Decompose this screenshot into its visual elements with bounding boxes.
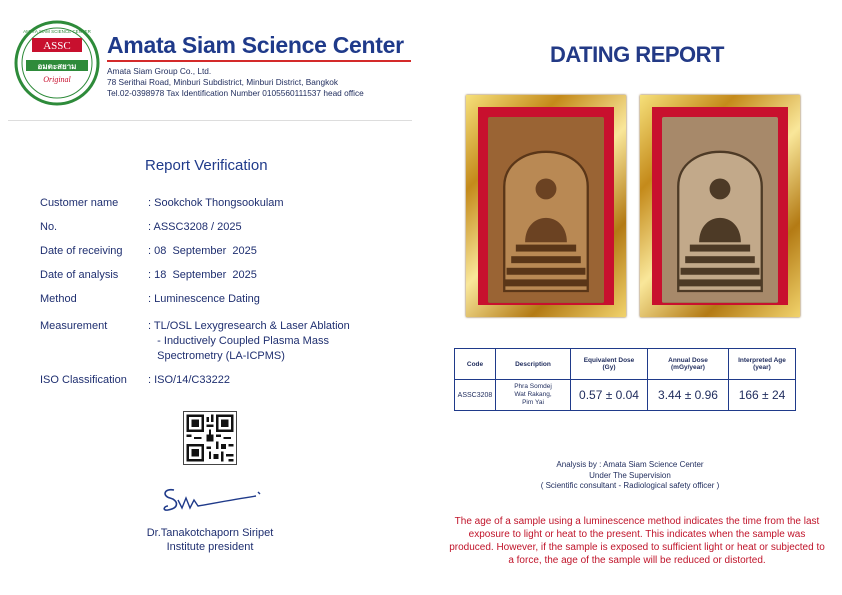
assc-logo bbox=[14, 20, 100, 106]
amulet-image-front bbox=[488, 117, 604, 303]
svg-text:อมตะสยาม: อมตะสยาม bbox=[37, 62, 77, 71]
col-description: Description bbox=[496, 349, 571, 380]
header-divider bbox=[8, 120, 412, 121]
signer-title: Institute president bbox=[166, 541, 254, 553]
report-title: DATING REPORT bbox=[550, 42, 724, 67]
col-interpreted-age: Interpreted Age (year) bbox=[729, 349, 796, 380]
sample-photo-front bbox=[466, 95, 626, 317]
signature bbox=[160, 482, 270, 516]
photo-mat bbox=[478, 107, 614, 305]
results-table bbox=[454, 348, 796, 411]
signer-name: Dr.Tanakotchaporn Siripet bbox=[146, 527, 274, 539]
disclaimer-note: The age of a sample using a luminescence method indicates the time from the last exposure to light or heat to the present. This indicates when the sample was produced. However, if the sample is exposed to sufficient light or heat or subjected to a force, the age of the sample will be reduced or distorted. bbox=[449, 516, 825, 566]
signer-block bbox=[120, 526, 300, 554]
value-iso-classification: : ISO/14/C33222 bbox=[148, 374, 230, 386]
value-method: : Luminescence Dating bbox=[148, 293, 260, 305]
company-address: 78 Serithai Road, Minburi Subdistrict, Minburi District, Bangkok bbox=[107, 77, 339, 87]
company-info bbox=[107, 66, 364, 99]
analysis-block bbox=[470, 460, 790, 492]
cell-annual-dose: 3.44 ± 0.96 bbox=[648, 380, 729, 411]
label-iso-classification: ISO Classification bbox=[40, 374, 127, 386]
company-contact: Tel.02-0398978 Tax Identification Number 0105560111537 head office bbox=[107, 88, 364, 98]
sample-photo-back bbox=[640, 95, 800, 317]
value-measurement: : TL/OSL Lexygresearch & Laser Ablation - Inductively Coupled Plasma Mass Spectrometry (LA-ICPMS) bbox=[148, 320, 350, 362]
analysis-by: Analysis by : Amata Siam Science Center bbox=[556, 460, 704, 469]
label-method: Method bbox=[40, 293, 77, 305]
cell-interpreted-age: 166 ± 24 bbox=[729, 380, 796, 411]
label-date-analysis: Date of analysis bbox=[40, 269, 119, 281]
company-group: Amata Siam Group Co., Ltd. bbox=[107, 66, 212, 76]
table-row bbox=[455, 380, 796, 411]
header-red-rule bbox=[107, 60, 411, 62]
label-date-receiving: Date of receiving bbox=[40, 245, 123, 257]
table-header-row bbox=[455, 349, 796, 380]
value-number: : ASSC3208 / 2025 bbox=[148, 221, 242, 233]
photo-mat bbox=[652, 107, 788, 305]
analysis-consultant: ( Scientific consultant - Radiological safety officer ) bbox=[540, 481, 720, 490]
col-annual-dose: Annual Dose (mGy/year) bbox=[648, 349, 729, 380]
label-measurement: Measurement bbox=[40, 320, 108, 332]
value-date-analysis: : 18 September 2025 bbox=[148, 269, 257, 281]
company-name: Amata Siam Science Center bbox=[107, 32, 404, 58]
value-date-receiving: : 08 September 2025 bbox=[148, 245, 257, 257]
svg-text:Original: Original bbox=[43, 75, 71, 84]
label-customer-name: Customer name bbox=[40, 197, 119, 209]
cell-equivalent-dose: 0.57 ± 0.04 bbox=[571, 380, 648, 411]
verification-title: Report Verification bbox=[145, 157, 268, 174]
cell-code: ASSC3208 bbox=[455, 380, 496, 411]
amulet-image-back bbox=[662, 117, 778, 303]
cell-description: Phra Somdej Wat Rakang, Pim Yai bbox=[496, 380, 571, 411]
col-code: Code bbox=[455, 349, 496, 380]
svg-text:ASSC: ASSC bbox=[43, 40, 71, 52]
analysis-supervision: Under The Supervision bbox=[589, 470, 671, 480]
qr-code[interactable] bbox=[183, 411, 237, 465]
col-equivalent-dose: Equivalent Dose (Gy) bbox=[571, 349, 648, 380]
label-number: No. bbox=[40, 221, 58, 233]
value-customer-name: : Sookchok Thongsookulam bbox=[148, 197, 284, 209]
svg-text:AMATA SIAM SCIENCE CENTER: AMATA SIAM SCIENCE CENTER bbox=[23, 29, 91, 34]
